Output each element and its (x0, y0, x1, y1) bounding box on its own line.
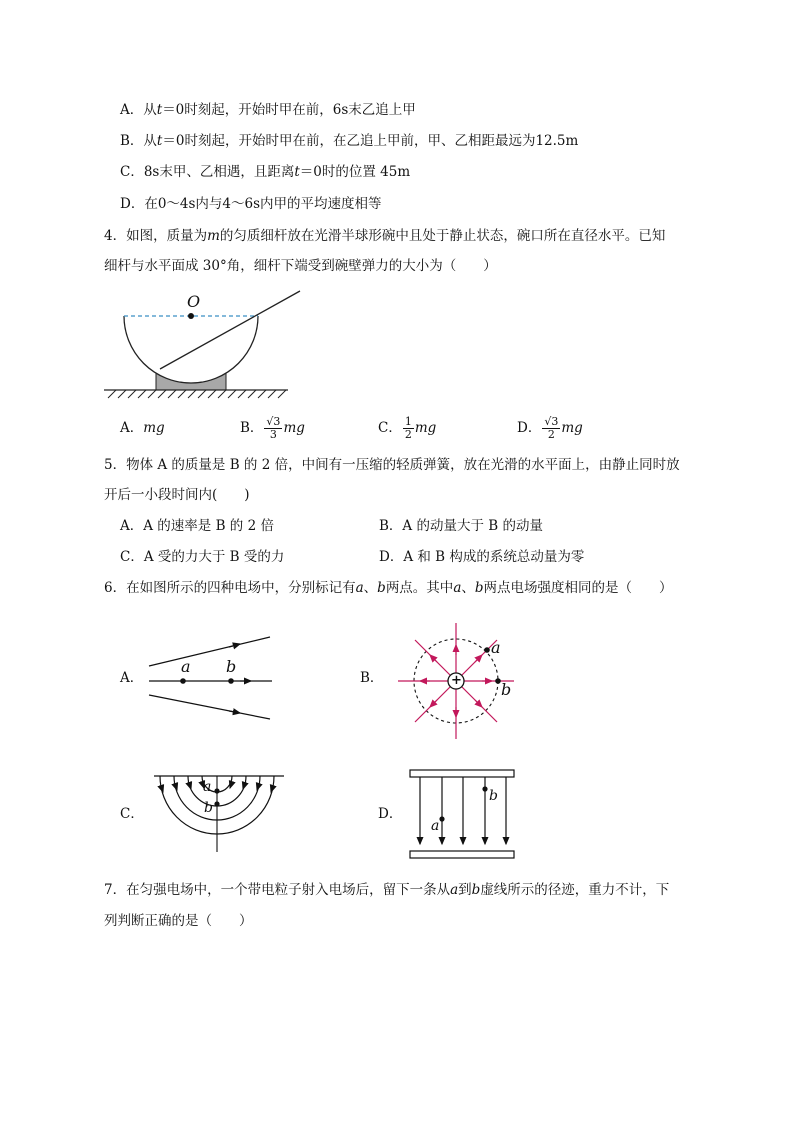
q6-fig-c-label: C． (120, 806, 144, 822)
q6-stem-sep2: 、 (461, 580, 475, 596)
arrow-bottom (229, 711, 240, 713)
q3-option-c-variable: t (294, 164, 300, 180)
q3-option-d-text: D．在0～4s内与4～6s内甲的平均速度相等 (120, 196, 382, 212)
q4-option-c-fraction (403, 416, 414, 441)
q7-stem-a: a (450, 882, 459, 898)
q6-fig-c-curved-field (152, 772, 287, 852)
q6-stem-b1: b (377, 580, 386, 596)
q4-option-d (517, 410, 583, 446)
q3-option-a-text: ＝0时刻起，开始时甲在前，6s末乙追上甲 (162, 102, 416, 118)
bowl-center-label: O (187, 292, 201, 311)
q4-option-d-tail: mg (561, 420, 583, 436)
q5-option-c: C．A 受的力大于 B 受的力 (120, 549, 285, 565)
q4-stem-mass: m (207, 228, 220, 244)
q4-stem-line1 (104, 226, 665, 246)
q6-fig-d-point-b-label: b (489, 788, 498, 804)
q5-option-a: A．A 的速率是 B 的 2 倍 (120, 518, 274, 534)
q6-stem-sep1: 、 (363, 580, 378, 596)
q3-option-a (120, 100, 416, 120)
q4-option-c-tail: mg (414, 420, 437, 436)
q6-stem-suffix: 两点电场强度相同的是（ ） (483, 580, 673, 596)
q4-stem-prefix: 4．如图，质量为 (104, 228, 208, 244)
q4-stem-suffix: 的匀质细杆放在光滑半球形碗中且处于静止状态，碗口所在直径水平。已知 (219, 228, 666, 244)
q3-option-c (120, 162, 410, 182)
point-b (495, 678, 501, 684)
q7-stem-line1 (104, 880, 669, 900)
q4-option-d-label: D． (517, 420, 542, 436)
q4-option-b-fraction (264, 416, 282, 441)
q3-option-a-prefix: A．从 (120, 102, 157, 118)
q6-fig-c-point-b-label: b (204, 800, 213, 816)
point-b (228, 678, 234, 684)
q5-stem-line1: 5．物体 A 的质量是 B 的 2 倍，中间有一压缩的轻质弹簧，放在光滑的水平面上，由静止同时放 (104, 457, 680, 473)
point-a (484, 647, 490, 653)
q6-fig-b-point-a-label: a (491, 638, 501, 657)
point-a (439, 816, 444, 821)
q4-option-b-tail: mg (283, 420, 305, 436)
q3-option-c-prefix: C．8s末甲、乙相遇，且距离 (120, 164, 295, 180)
q4-stem-line2: 细杆与水平面成 30°角，细杆下端受到碗壁弹力的大小为（ ） (104, 258, 497, 274)
field-line-bottom (149, 695, 270, 719)
q4-option-c (378, 410, 436, 446)
top-plate (410, 770, 514, 777)
q4-option-b-label: B． (240, 420, 264, 436)
ground-hatching (108, 390, 286, 398)
arrow-top (229, 644, 240, 647)
q6-fig-c-point-a-label: a (203, 779, 212, 795)
q4-option-b-numerator: √3 (266, 415, 281, 428)
q3-option-a-variable: t (156, 102, 163, 118)
q6-stem-a1: a (355, 580, 364, 596)
q6-stem (104, 578, 673, 598)
point-b (214, 801, 219, 806)
q6-stem-a2: a (453, 580, 462, 596)
q7-stem-line2: 列判断正确的是（ ） (104, 913, 253, 929)
q5-option-b: B．A 的动量大于 B 的动量 (379, 518, 543, 534)
q4-option-d-denominator: 2 (547, 428, 555, 441)
q4-option-b-denominator: 3 (269, 428, 277, 441)
q7-stem-mid: 到 (458, 882, 472, 898)
q3-option-b-text: ＝0时刻起，开始时甲在前，在乙追上甲前，甲、乙相距最远为12.5m (162, 133, 579, 149)
q6-fig-b-label: B． (360, 670, 384, 686)
bottom-plate (410, 851, 514, 858)
q3-option-c-text: ＝0时的位置 45m (299, 164, 411, 180)
q3-option-b-variable: t (156, 133, 163, 149)
q4-option-d-numerator: √3 (544, 415, 559, 428)
q4-option-a-label: A． (120, 420, 144, 436)
point-b (482, 786, 487, 791)
q3-option-b (120, 131, 578, 151)
q7-stem-b: b (471, 882, 481, 898)
q6-stem-prefix: 6．在如图所示的四种电场中，分别标记有 (104, 580, 356, 596)
q4-option-d-fraction (542, 416, 560, 441)
point-a (214, 788, 219, 793)
q3-option-d (120, 194, 382, 214)
field-line-top (149, 637, 270, 666)
q6-fig-d-point-a-label: a (431, 818, 440, 834)
q6-fig-a-point-a-label: a (181, 657, 191, 676)
q6-fig-a-label: A． (120, 670, 144, 686)
q6-stem-mid: 两点。其中 (385, 580, 454, 596)
q4-bowl-figure (100, 288, 320, 400)
q7-stem-suffix: 虚线所示的径迹，重力不计，下 (480, 882, 670, 898)
q5-option-d: D．A 和 B 构成的系统总动量为零 (379, 549, 585, 565)
q5-stem-line2: 开后一小段时间内( ) (104, 487, 250, 503)
q6-fig-d-uniform-field (408, 768, 518, 860)
q4-option-a-value: mg (143, 420, 165, 436)
q6-fig-a-diverging-field (145, 633, 275, 723)
bowl-center-point (188, 313, 194, 319)
q4-option-b (240, 410, 305, 446)
point-a (180, 678, 186, 684)
q7-stem-prefix: 7．在匀强电场中，一个带电粒子射入电场后，留下一条从 (104, 882, 451, 898)
q4-option-c-label: C． (378, 420, 402, 436)
q6-fig-b-point-b-label: b (501, 680, 512, 699)
q6-fig-d-label: D． (378, 806, 403, 822)
q6-fig-b-plus-sign: + (451, 673, 462, 688)
q3-option-b-prefix: B．从 (120, 133, 157, 149)
q4-option-a (120, 418, 165, 438)
q6-stem-b2: b (474, 580, 484, 596)
q4-option-c-denominator: 2 (404, 428, 412, 441)
q6-fig-a-point-b-label: b (226, 657, 237, 676)
q4-option-c-numerator: 1 (404, 415, 412, 428)
